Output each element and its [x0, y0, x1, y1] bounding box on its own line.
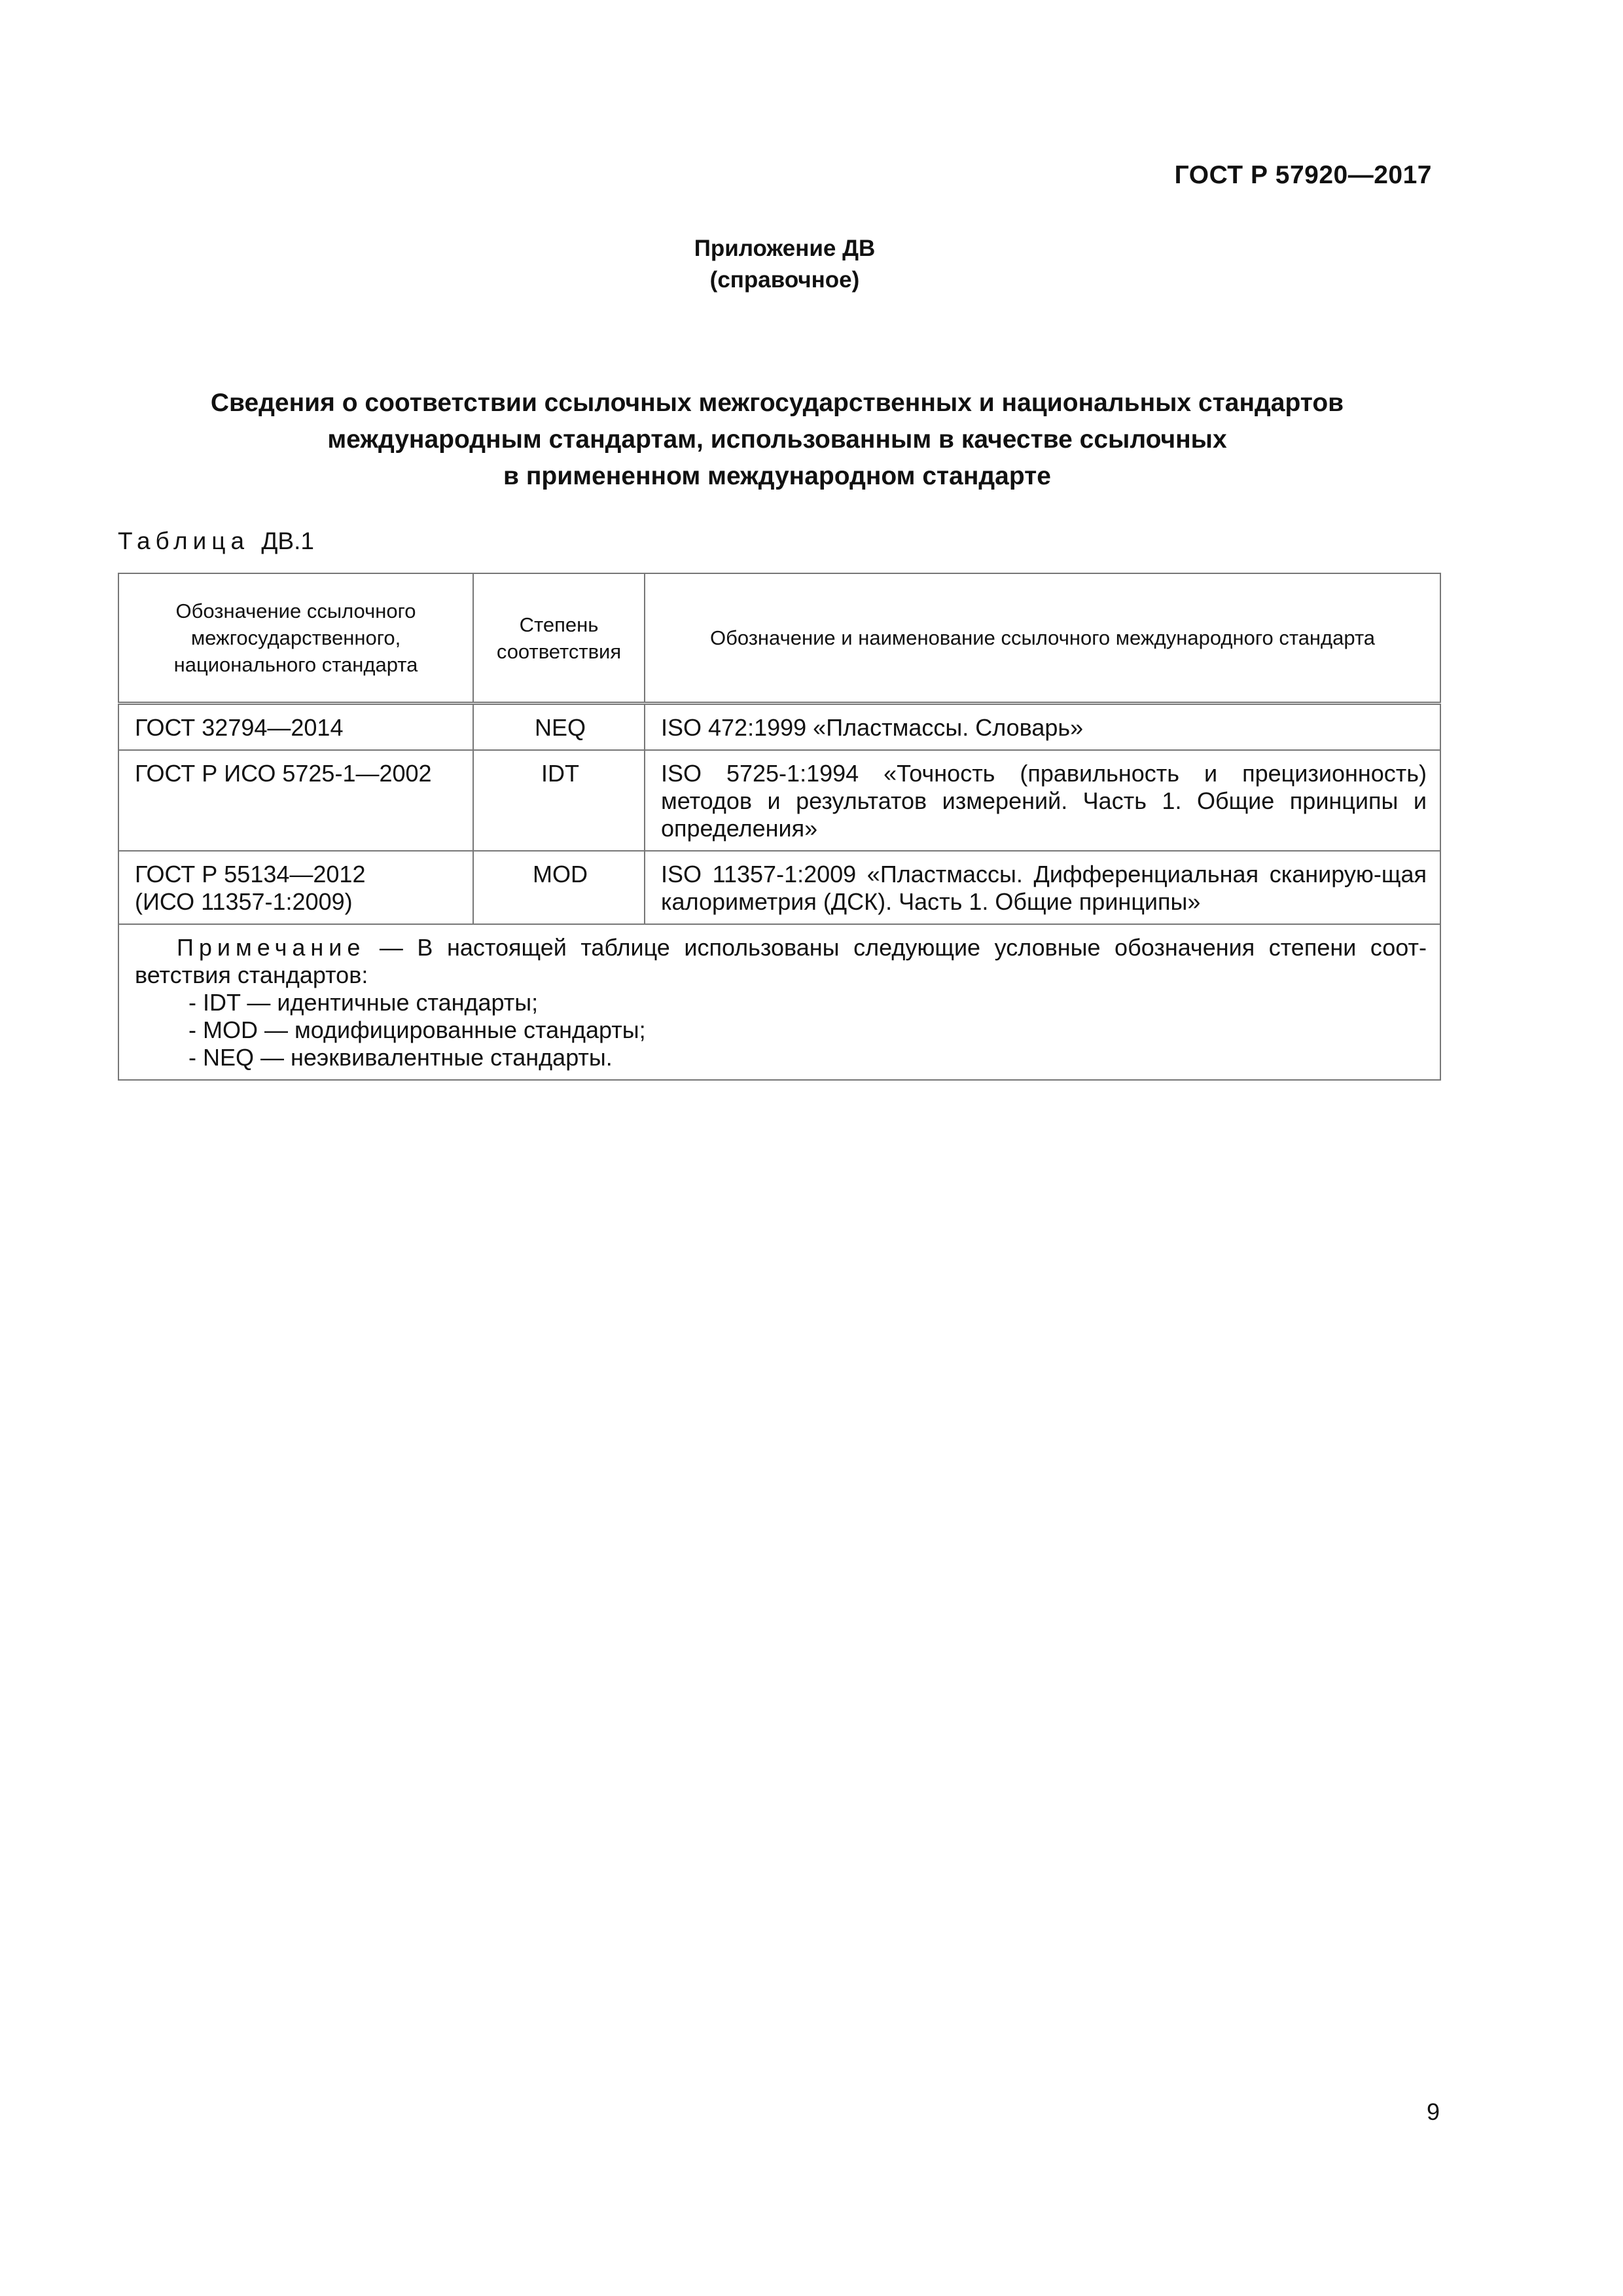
table-row — [118, 704, 1440, 751]
table-row — [118, 750, 1440, 851]
note-list-item: - NEQ — неэквивалентные стандарты. — [188, 1044, 613, 1071]
appendix-heading — [0, 233, 1569, 296]
note-list-item: - MOD — модифицированные стандарты; — [188, 1016, 646, 1043]
header-degree: Степень соответствия — [473, 573, 645, 704]
table-note-row — [118, 924, 1440, 1080]
appendix-kind: (справочное) — [709, 267, 860, 293]
header-national-standard: Обозначение ссылочного межгосударственного, национального стандарта — [118, 573, 473, 704]
document-code: ГОСТ Р 57920—2017 — [1174, 161, 1432, 189]
cell-reference: ISO 472:1999 «Пластмассы. Словарь» — [645, 704, 1440, 751]
cell-degree: NEQ — [473, 704, 645, 751]
note-label: Примечание — [177, 934, 366, 961]
cell-degree: MOD — [473, 851, 645, 924]
cell-reference: ISO 11357-1:2009 «Пластмассы. Дифференциальная сканирую-щая калориметрия (ДСК). Часть 1. Общие принципы» — [645, 851, 1440, 924]
note-text — [135, 934, 1427, 989]
header-international-standard: Обозначение и наименование ссылочного международного стандарта — [645, 573, 1440, 704]
section-title-line: Сведения о соответствии ссылочных межгосударственных и национальных стандартов — [210, 389, 1344, 417]
cell-degree: IDT — [473, 750, 645, 851]
note-list-item: - IDT — идентичные стандарты; — [188, 989, 539, 1016]
table-header-row — [118, 573, 1440, 704]
section-title — [118, 385, 1436, 495]
section-title-line: в примененном международном стандарте — [503, 462, 1051, 490]
cell-standard: ГОСТ 32794—2014 — [118, 704, 473, 751]
cell-standard-extra: (ИСО 11357-1:2009) — [135, 888, 353, 915]
page-number: 9 — [1426, 2098, 1440, 2125]
table-row — [118, 851, 1440, 924]
table-caption-word: Таблица — [118, 528, 250, 554]
cell-standard — [118, 851, 473, 924]
table-caption — [118, 528, 314, 555]
section-title-line: международным стандартам, использованным в качестве ссылочных — [327, 425, 1227, 454]
note-body: — В настоящей таблице использованы следующие условные обозначения степени соот-ветствия стандартов: — [135, 934, 1427, 988]
cell-reference: ISO 5725-1:1994 «Точность (правильность и прецизионность) методов и результатов измерений. Часть 1. Общие принципы и определения» — [645, 750, 1440, 851]
table-note — [118, 924, 1440, 1080]
cell-standard: ГОСТ Р ИСО 5725-1—2002 — [118, 750, 473, 851]
table-caption-number: ДВ.1 — [261, 528, 314, 554]
appendix-title: Приложение ДВ — [694, 236, 876, 261]
cell-standard-main: ГОСТ Р 55134—2012 — [135, 861, 366, 888]
standards-table — [118, 573, 1441, 1081]
